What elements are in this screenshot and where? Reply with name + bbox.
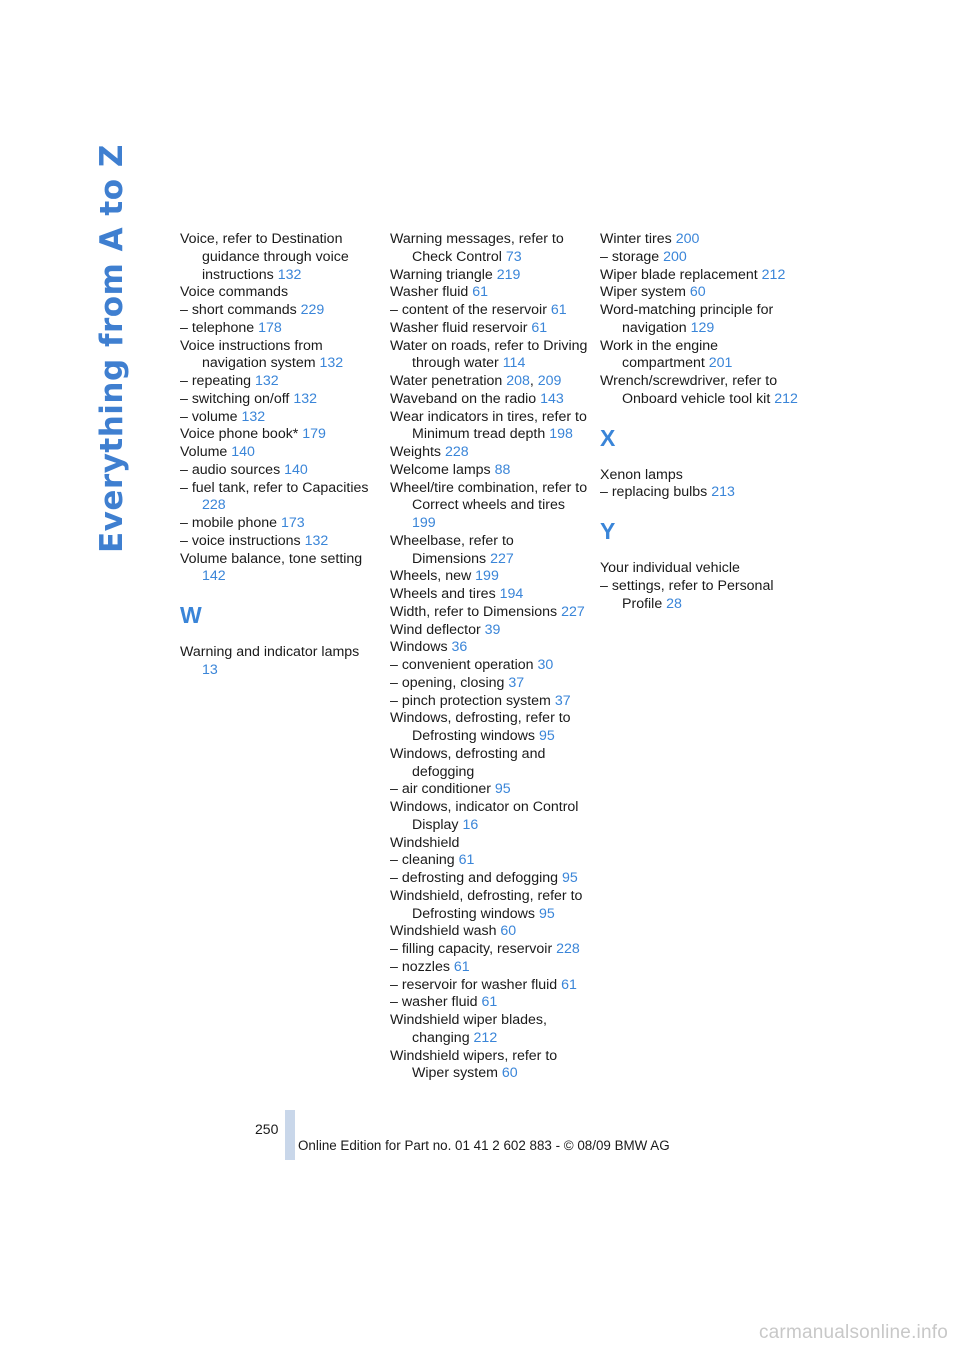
- page-link[interactable]: 132: [293, 390, 317, 407]
- page-link[interactable]: 132: [241, 408, 266, 425]
- index-entry-text: Windows, defrosting and defogging: [390, 745, 546, 780]
- page-link[interactable]: 36: [451, 639, 468, 656]
- page-link[interactable]: 60: [689, 284, 706, 301]
- index-entry-text: Wiper blade replacement: [600, 266, 758, 283]
- page-link[interactable]: 61: [531, 319, 548, 336]
- index-entry: [600, 373, 800, 409]
- index-entry-text: Voice phone book*: [180, 426, 299, 443]
- index-entry-text: Wind deflector: [390, 621, 481, 638]
- index-entry: [390, 1012, 590, 1048]
- index-entry: [600, 267, 800, 285]
- page-link[interactable]: 140: [284, 461, 308, 478]
- page-link[interactable]: 114: [502, 355, 526, 372]
- index-entry: [180, 231, 375, 284]
- index-entry-text: – filling capacity, reservoir: [390, 941, 553, 957]
- index-entry: [390, 923, 590, 941]
- index-entry-text: – fuel tank, refer to Capacities: [180, 479, 369, 496]
- page-link[interactable]: 228: [444, 444, 469, 460]
- index-entry: [390, 444, 590, 462]
- index-entry: [180, 391, 375, 409]
- page-link[interactable]: 37: [508, 674, 525, 691]
- page-link[interactable]: 194: [499, 586, 524, 602]
- index-entry: [390, 870, 590, 888]
- index-entry: [180, 426, 375, 444]
- index-entry-text: – audio sources: [180, 461, 281, 478]
- index-entry-text: Work in the engine compartment: [600, 337, 719, 372]
- index-entry-text: – air conditioner: [390, 781, 491, 798]
- index-entry: [390, 462, 590, 480]
- index-entry: [180, 462, 375, 480]
- page-link[interactable]: 198: [549, 426, 573, 443]
- index-entry-text: Warning messages, refer to Check Control: [390, 231, 564, 265]
- page-link[interactable]: 209: [537, 373, 562, 389]
- page-link[interactable]: 201: [708, 355, 733, 372]
- index-entry-text: Welcome lamps: [390, 461, 491, 478]
- index-entry-text: – opening, closing: [390, 674, 505, 691]
- page-link[interactable]: 28: [666, 595, 682, 612]
- index-entry: [390, 622, 590, 640]
- page-link[interactable]: 95: [538, 728, 555, 744]
- index-entry: [390, 941, 590, 959]
- page-link[interactable]: 200: [675, 231, 700, 247]
- index-entry: [600, 578, 800, 614]
- index-entry-text: Wiper system: [600, 284, 686, 301]
- index-entry: [180, 551, 375, 587]
- index-entry: [390, 675, 590, 693]
- index-entry-text: – pinch protection system: [390, 692, 551, 709]
- index-entry: [390, 604, 590, 622]
- page-link[interactable]: 73: [505, 248, 522, 265]
- page-link[interactable]: 95: [538, 905, 555, 922]
- index-entry-text: – defrosting and defogging: [390, 870, 559, 886]
- page-link[interactable]: 61: [472, 284, 489, 301]
- index-entry: [390, 320, 590, 338]
- index-entry: Water penetration 208, 209: [390, 373, 562, 389]
- page-link[interactable]: 229: [300, 302, 325, 318]
- page-link[interactable]: 228: [202, 497, 226, 514]
- page-link[interactable]: 30: [537, 657, 554, 673]
- index-entry: [600, 560, 800, 578]
- index-entry: [600, 338, 800, 374]
- page-link[interactable]: 179: [302, 426, 326, 443]
- index-entry: [390, 657, 590, 675]
- page-link[interactable]: 143: [540, 390, 564, 407]
- index-entry-text: – settings, refer to Personal Profile: [600, 577, 774, 612]
- index-entry-text: Wheelbase, refer to Dimensions: [390, 532, 514, 567]
- index-column-2: [390, 231, 590, 1083]
- index-entry: [390, 799, 590, 835]
- index-entry-text: Wheels and tires: [390, 586, 496, 602]
- index-entry: [390, 835, 590, 853]
- index-entry: [180, 284, 375, 302]
- index-entry-text: Waveband on the radio: [390, 390, 537, 407]
- page-link[interactable]: 132: [277, 266, 302, 283]
- index-entry-text: Windshield wipers, refer to Wiper system: [390, 1047, 558, 1082]
- index-entry: [390, 231, 590, 267]
- index-entry: [390, 977, 590, 995]
- index-entry: [390, 639, 590, 657]
- page-link[interactable]: 132: [319, 355, 344, 372]
- page-link[interactable]: 61: [561, 976, 577, 993]
- index-entry: [600, 484, 800, 502]
- index-entry: [390, 746, 590, 782]
- page-link[interactable]: 61: [481, 994, 498, 1011]
- page-link[interactable]: 37: [554, 692, 571, 709]
- page-link[interactable]: 132: [304, 532, 329, 549]
- index-entry-text: – washer fluid: [390, 994, 478, 1011]
- index-entry-text: Voice commands: [180, 284, 289, 301]
- index-entry-text: Washer fluid: [390, 284, 469, 301]
- index-entry-text: Your individual vehicle: [600, 560, 740, 576]
- side-title-text: Everything from A to Z: [94, 144, 130, 553]
- index-entry: [390, 338, 590, 374]
- index-entry: [390, 568, 590, 586]
- index-entry: [600, 231, 800, 249]
- index-entry: [390, 533, 590, 569]
- index-entry-text: – switching on/off: [180, 390, 290, 407]
- index-entry: [600, 467, 800, 485]
- index-entry-text: – convenient operation: [390, 657, 534, 673]
- page-link[interactable]: 212: [761, 266, 786, 283]
- index-entry-text: – telephone: [180, 319, 255, 336]
- index-entry-text: Volume: [180, 444, 228, 460]
- index-entry-text: Water penetration: [390, 373, 503, 389]
- index-entry: [390, 586, 590, 604]
- index-entry: [180, 533, 375, 551]
- index-entry: [600, 284, 800, 302]
- index-entry-text: – volume: [180, 408, 238, 425]
- index-entry: [600, 249, 800, 267]
- index-entry-text: – content of the reservoir: [390, 302, 547, 318]
- index-letter-heading: W: [180, 602, 202, 628]
- index-entry-text: – cleaning: [390, 852, 455, 869]
- index-column-3: [600, 231, 800, 613]
- footer-text: Online Edition for Part no. 01 41 2 602 883 - © 08/09 BMW AG: [298, 1138, 670, 1153]
- page-link[interactable]: 219: [496, 266, 521, 283]
- page-link[interactable]: 61: [453, 958, 470, 975]
- page-link[interactable]: 61: [550, 302, 567, 318]
- page-link[interactable]: 199: [475, 568, 499, 585]
- index-entry: [390, 888, 590, 924]
- page-link[interactable]: 95: [561, 870, 578, 886]
- index-letter-heading: Y: [600, 518, 616, 544]
- index-entry-text: Width, refer to Dimensions: [390, 603, 558, 620]
- index-entry-text: – storage: [600, 248, 660, 265]
- index-entry: [390, 1048, 590, 1084]
- index-entry: [180, 373, 375, 391]
- page-link[interactable]: 140: [231, 444, 255, 460]
- page-link[interactable]: 208: [506, 373, 530, 389]
- index-entry-text: – mobile phone: [180, 515, 278, 531]
- page-link[interactable]: 60: [500, 923, 517, 940]
- index-entry-text: Windows, defrosting, refer to Defrosting windows: [390, 710, 571, 744]
- index-entry-text: Wear indicators in tires, refer to Minimum tread depth: [390, 408, 587, 443]
- index-entry: [390, 409, 590, 445]
- index-column-1: [180, 231, 375, 680]
- page-link[interactable]: 212: [774, 390, 798, 407]
- page-link[interactable]: 200: [663, 248, 687, 265]
- index-entry-text: Voice, refer to Destination guidance through voice instructions: [180, 231, 349, 283]
- index-entry: [180, 320, 375, 338]
- index-entry-text: Windshield wash: [390, 923, 497, 940]
- index-entry: [390, 480, 590, 533]
- page-link[interactable]: 213: [711, 484, 735, 501]
- page-link[interactable]: 13: [202, 661, 218, 678]
- index-entry-text: Volume balance, tone setting: [180, 550, 363, 567]
- watermark: carmanualsonline.info: [758, 1322, 948, 1343]
- page-link[interactable]: 178: [258, 319, 282, 336]
- page-number: 250: [255, 1121, 279, 1137]
- index-entry: [390, 284, 590, 302]
- page-link[interactable]: 39: [484, 621, 501, 638]
- index-entry-text: Washer fluid reservoir: [390, 319, 528, 336]
- index-entry-text: Windshield, defrosting, refer to Defrosting windows: [390, 887, 583, 922]
- index-entry-text: Winter tires: [600, 231, 672, 247]
- index-entry: [390, 267, 590, 285]
- index-entry: [180, 480, 375, 516]
- index-entry-text: Windows, indicator on Control Display: [390, 799, 579, 833]
- index-entry: [180, 338, 375, 374]
- index-entry-text: Weights: [390, 444, 441, 460]
- index-entry: [600, 302, 800, 338]
- index-entry: [180, 644, 375, 680]
- index-entry-text: Xenon lamps: [600, 466, 683, 483]
- page-link[interactable]: 129: [690, 319, 715, 336]
- index-entry-text: Windshield: [390, 834, 460, 851]
- index-letter-heading: X: [600, 424, 616, 451]
- index-entry-text: Water on roads, refer to Driving through water: [390, 337, 588, 372]
- page-link[interactable]: 61: [458, 852, 475, 869]
- index-entry: [180, 409, 375, 427]
- index-entry: [390, 852, 590, 870]
- index-entry-text: Warning triangle: [390, 266, 493, 283]
- footer-bar: [285, 1110, 295, 1160]
- page-link[interactable]: 228: [556, 941, 580, 957]
- page-link[interactable]: 173: [280, 515, 305, 531]
- page-link[interactable]: 88: [494, 461, 511, 478]
- page-link[interactable]: 227: [490, 550, 514, 567]
- index-entry: [390, 693, 590, 711]
- index-entry: [390, 710, 590, 746]
- index-entry-text: – nozzles: [390, 958, 450, 975]
- index-entry-text: Wheels, new: [390, 568, 472, 585]
- page-link[interactable]: 212: [473, 1029, 498, 1046]
- index-entry: [180, 444, 375, 462]
- page-link[interactable]: 16: [462, 816, 479, 833]
- page-link[interactable]: 142: [202, 568, 226, 585]
- page-link[interactable]: 227: [561, 603, 585, 620]
- page-link[interactable]: 132: [254, 373, 279, 389]
- side-title: [94, 144, 154, 553]
- index-entry-text: Voice instructions from navigation system: [180, 337, 323, 372]
- index-entry: [180, 302, 375, 320]
- index-entry-text: Warning and indicator lamps: [180, 644, 360, 660]
- index-entry: [390, 959, 590, 977]
- index-entry-text: Wheel/tire combination, refer to Correct wheels and tires: [390, 479, 588, 514]
- index-entry: [390, 994, 590, 1012]
- index-entry: [390, 302, 590, 320]
- page-link[interactable]: 60: [501, 1065, 518, 1082]
- index-entry-text: – replacing bulbs: [600, 484, 708, 501]
- index-entry-text: – reservoir for washer fluid: [390, 976, 558, 993]
- index-entry-text: – short commands: [180, 302, 297, 318]
- page-link[interactable]: 95: [494, 781, 511, 798]
- index-entry: [180, 515, 375, 533]
- index-entry: [390, 781, 590, 799]
- page-link[interactable]: 199: [412, 515, 436, 531]
- index-entry-text: Windows: [390, 639, 448, 656]
- index-entry-text: Word-matching principle for navigation: [600, 302, 774, 336]
- index-entry-text: – voice instructions: [180, 532, 301, 549]
- index-entry-text: – repeating: [180, 373, 251, 389]
- index-entry-text: Windshield wiper blades, changing: [390, 1012, 547, 1046]
- index-entry: [390, 391, 590, 409]
- index-entry-text: Wrench/screwdriver, refer to Onboard vehicle tool kit: [600, 373, 778, 407]
